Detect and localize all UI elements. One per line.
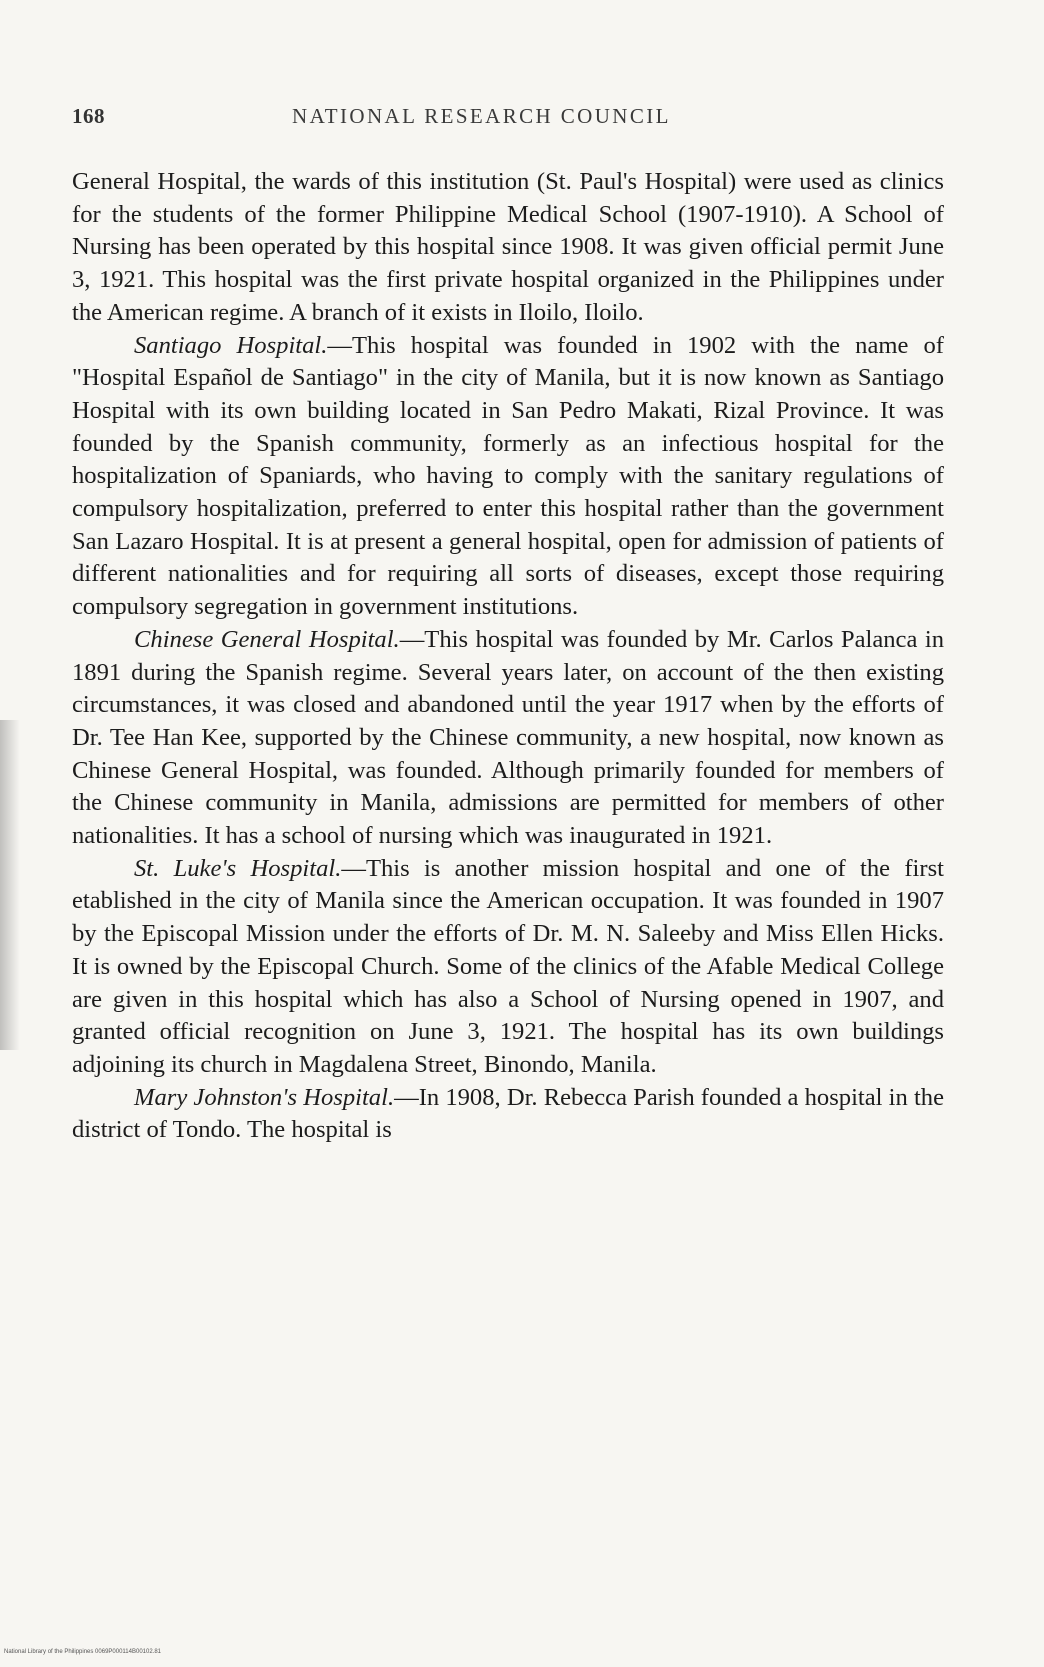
paragraph-general-hospital: [72, 166, 944, 330]
entry-title-santiago: Santiago Hospital.: [134, 331, 328, 359]
paragraph-mary-johnstons-hospital: [72, 1082, 944, 1147]
paragraph-text: —In 1908, Dr. Rebecca Parish founded a hospital in the district of Tondo. The hospital is: [72, 1083, 944, 1144]
paragraph-text: —This hospital was founded by Mr. Carlos Palanca in 1891 during the Spanish regime. Several years later, on account of the then existing circumstances, it was closed and abandoned until the year 1917 when by the efforts of Dr. Tee Han Kee, supported by the Chinese community, a new hospital, now known as Chinese General Hospital, was founded. Although primarily founded for members of the Chinese community in Manila, admissions are permitted for members of other nationalities. It has a school of nursing which was inaugurated in 1921.: [72, 625, 944, 850]
entry-title-st-lukes: St. Luke's Hospital.: [134, 854, 342, 882]
paragraph-st-lukes-hospital: [72, 853, 944, 1082]
entry-title-chinese-general: Chinese General Hospital.: [134, 625, 400, 653]
body-text: [72, 166, 944, 1147]
binding-shadow: [0, 720, 20, 1050]
paragraph-text: —This hospital was founded in 1902 with the name of "Hospital Español de Santiago" in the city of Manila, but it is now known as Santiago Hospital with its own building located in San Pedro Makati, Rizal Province. It was founded by the Spanish community, formerly as an infectious hospital for the hospitalization of Spaniards, who having to comply with the sanitary regulations of compulsory hospitalization, preferred to enter this hospital rather than the government San Lazaro Hospital. It is at present a general hospital, open for admission of patients of different nationalities and for requiring all sorts of diseases, except those requiring compulsory segregation in government institutions.: [72, 331, 945, 621]
paragraph-chinese-general-hospital: [72, 624, 944, 853]
paragraph-text: —This is another mission hospital and one of the first etablished in the city of Manila since the American occupation. It was founded in 1907 by the Episcopal Mission under the efforts of Dr. M. N. Saleeby and Miss Ellen Hicks. It is owned by the Episcopal Church. Some of the clinics of the Afable Medical College are given in this hospital which has also a School of Nursing opened in 1907, and granted official recognition on June 3, 1921. The hospital has its own buildings adjoining its church in Magdalena Street, Binondo, Manila.: [72, 854, 944, 1078]
paragraph-text: General Hospital, the wards of this institution (St. Paul's Hospital) were used as clinics for the students of the former Philippine Medical School (1907-1910). A School of Nursing has been operated by this hospital since 1908. It was given official permit June 3, 1921. This hospital was the first private hospital organized in the Philippines under the American regime. A branch of it exists in Iloilo, Iloilo.: [72, 168, 944, 326]
entry-title-mary-johnstons: Mary Johnston's Hospital.: [134, 1083, 395, 1111]
page-number: 168: [72, 104, 105, 128]
running-head: NATIONAL RESEARCH COUNCIL: [292, 104, 671, 128]
paragraph-santiago-hospital: [72, 330, 944, 624]
footer-note: National Library of the Philippines 0069P000114B00102.81: [4, 1649, 162, 1655]
page-header: [72, 104, 952, 134]
